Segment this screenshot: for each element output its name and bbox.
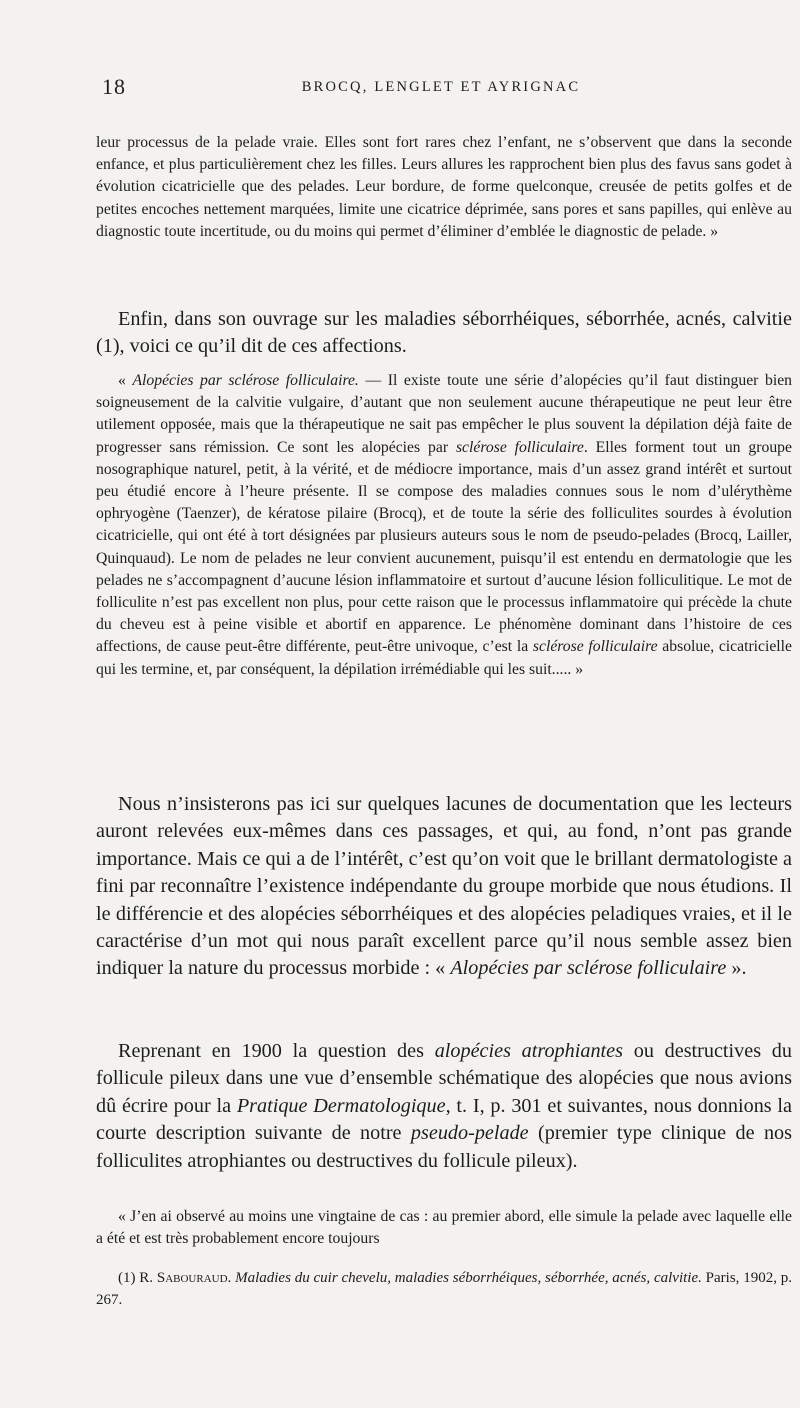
quote-open: « [118, 372, 133, 389]
text-run: — Il existe toute une série d’alopécies qu’il faut distinguer bien soigneusement de la calvitie vulgaire, d’autant que non seulement aucune thérapeutique ne peut leur être utilement opposée, mais que la thérapeutique ne sait pas empêcher le plus souvent la dépilation déjà faite de progresser sans rémission. Ce sont les alopécies par [96, 372, 793, 456]
body-paragraph-commentary [96, 791, 792, 983]
body-paragraph-reprenant [96, 1038, 792, 1175]
quote-paragraph-sclerose [96, 370, 792, 681]
italic-term: Alopécies par sclérose folliculaire [450, 957, 727, 980]
text-run: ». [726, 957, 747, 980]
text-run: Nous n’insisterons pas ici sur quelques lacunes de documentation que les lecteurs auront relevées eux-mêmes dans ces passages, et qui, au fond, n’ont pas grande importance. Mais ce qui a de l’intérêt, c’est qu’on voit que le brillant dermatologiste a fini par reconnaître l’existence indépendante du groupe morbide que nous étudions. Il le différencie et des alopécies séborrhéiques et des alopécies peladiques vraies, et il le caractérise d’un mot qui nous paraît excellent parce qu’il nous semble assez bien indiquer la nature du processus morbide : « [96, 793, 792, 980]
italic-term: sclérose folliculaire [455, 438, 584, 456]
page-header [96, 74, 786, 104]
footnote-reference: Paris, 1902, p. 267. [96, 1270, 793, 1308]
text-run: Reprenant en 1900 la question des [118, 1040, 435, 1062]
footnote-title: Maladies du cuir chevelu, maladies séborrhéiques, séborrhée, acnés, calvitie. [231, 1270, 702, 1286]
page-number: 18 [102, 74, 126, 99]
text-run: absolue, cicatricielle qui les termine, et, par conséquent, la dépilation irrémédiable qui les suit..... » [96, 638, 792, 678]
italic-term: Alopécies par sclérose folliculaire. [132, 372, 359, 389]
text-run: (premier type clinique de nos folliculites atrophiantes ou destructives du follicule pileux). [96, 1122, 792, 1172]
italic-term: Pratique Dermatologique [236, 1094, 446, 1117]
footnote-marker: (1) [118, 1270, 140, 1286]
footnote-author: R. Sabouraud. [139, 1270, 232, 1286]
italic-term: pseudo-pelade [410, 1122, 529, 1145]
text-run: , t. I, p. 301 et suivantes, nous donnions la courte description suivante de notre [96, 1094, 792, 1145]
italic-term: alopécies atrophiantes [434, 1040, 623, 1062]
body-paragraph-sabouraud-intro: Enfin, dans son ouvrage sur les maladies séborrhéiques, séborrhée, acnés, calvitie (1), voici ce qu’il dit de ces affections. [96, 308, 792, 358]
italic-term: sclérose folliculaire [532, 638, 658, 656]
running-head: BROCQ, LENGLET ET AYRIGNAC [301, 79, 581, 95]
text-run: . Elles forment tout un groupe nosographique naturel, petit, à la vérité, et de médiocre importance, mais d’un assez grand intérêt et surtout peu étudié encore à l’heure présente. Il se compose des maladies connues sous le nom d’ulérythème ophryogène (Taenzer), de kératose pilaire (Brocq), et de toute la série des folliculites sourdes à évolution cicatricielle, qui ont été à tort désignées par plusieurs auteurs sous le nom de pseudo-pelades (Brocq, Lailler, Quinquaud). Le nom de pelades ne leur convient aucunement, puisqu’il est entendu en dermatologie que les pelades ne s’accompagnent d’aucune lésion inflammatoire et surtout d’aucune lésion folliculitique. Le mot de folliculite n’est pas excellent non plus, pour cette raison que le processus inflammatoire qui précède la chute du cheveu est à peine visible et abortif en apparence. Le phénomène dominant dans l’histoire de ces affections, de cause peut-être différente, peut-être univoque, c’est la [96, 438, 792, 656]
quote-continuation-paragraph: leur processus de la pelade vraie. Elles sont fort rares chez l’enfant, ne s’observent que dans la seconde enfance, et plus particulièrement chez les filles. Leurs allures les rapprochent bien plus des favus sans godet à évolution cicatricielle que des pelades. Leur bordure, de forme quelconque, creusée de petits golfes et de petites encoches nettement marquées, limite une cicatrice déprimée, sans pores et sans papilles, qui enlève au diagnostic toute incertitude, ou du moins qui permet d’éliminer d’emblée le diagnostic de pelade. » [96, 134, 792, 240]
quote-paragraph-observation: « J’en ai observé au moins une vingtaine de cas : au premier abord, elle simule la pelade avec laquelle elle a été et est très probablement encore toujours [96, 1208, 792, 1248]
footnote [96, 1267, 792, 1311]
text-run: ou destructives du follicule pileux dans une vue d’ensemble schématique des alopécies que nous avions dû écrire pour la [96, 1040, 792, 1117]
